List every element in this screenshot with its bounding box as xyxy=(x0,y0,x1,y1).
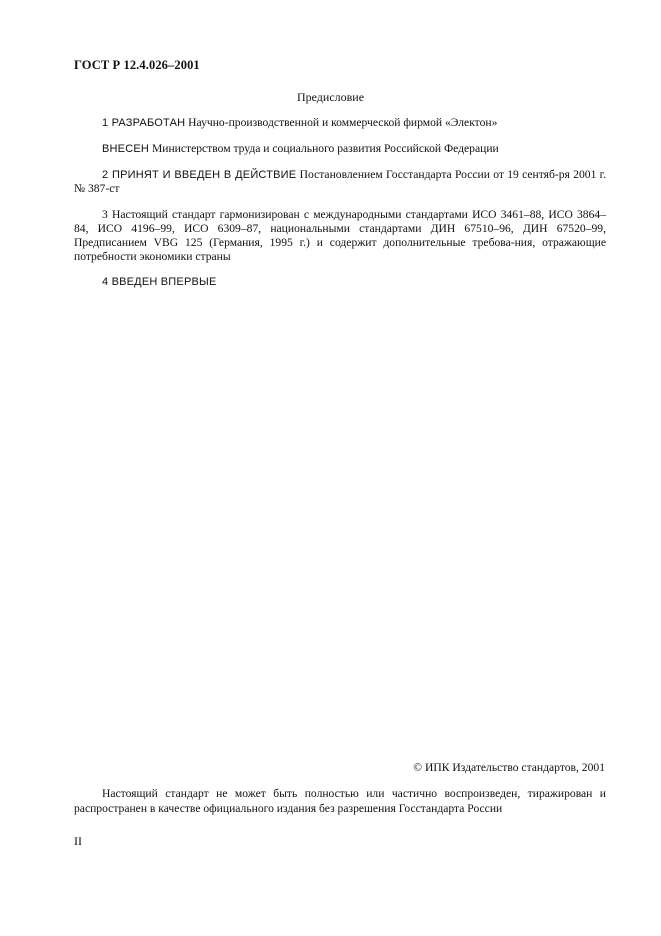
preface-title: Предисловие xyxy=(296,90,365,104)
preface-item-1-text: Научно-производственной и коммерческой фирмой «Электон» xyxy=(185,116,498,129)
preface-item-3-lead: 3 xyxy=(102,208,108,221)
preface-item-introduced-text: Министерством труда и социального развития Российской Федерации xyxy=(149,142,499,155)
preface-item-1-lead: 1 РАЗРАБОТАН xyxy=(102,117,186,129)
preface-item-3 xyxy=(74,208,606,264)
preface-item-3-text: Настоящий стандарт гармонизирован с международными стандартами ИСО 3461–88, ИСО 3864–84, ИСО 4196–99, ИСО 6309–87, национальными стандартами ДИН 67510–96, ДИН 67520–99, Предписанием VBG 125 (Германия, 1995 г.) и содержит дополнительные требова-ния, отражающие потребности экономики страны xyxy=(74,208,606,263)
preface-item-2-text: Постановлением Госстандарта России от 19 сентяб-ря 2001 г. № 387-ст xyxy=(74,168,607,195)
copyright-line: © ИПК Издательство стандартов, 2001 xyxy=(413,761,605,774)
page-number: II xyxy=(74,834,82,848)
preface-item-introduced-lead: ВНЕСЕН xyxy=(102,143,150,155)
reproduction-notice: Настоящий стандарт не может быть полностью или частично воспроизведен, тиражирован и распространен в качестве официального издания без разрешения Госстандарта России xyxy=(74,787,606,815)
document-header: ГОСТ Р 12.4.026–2001 xyxy=(74,58,200,72)
preface-item-introduced xyxy=(74,142,606,156)
preface-item-1 xyxy=(74,116,606,130)
preface-item-2-lead: 2 ПРИНЯТ И ВВЕДЕН В ДЕЙСТВИЕ xyxy=(102,169,297,181)
preface-item-2 xyxy=(74,168,606,196)
preface-item-4-lead: 4 ВВЕДЕН ВПЕРВЫЕ xyxy=(102,276,217,288)
preface-item-4 xyxy=(74,275,606,289)
